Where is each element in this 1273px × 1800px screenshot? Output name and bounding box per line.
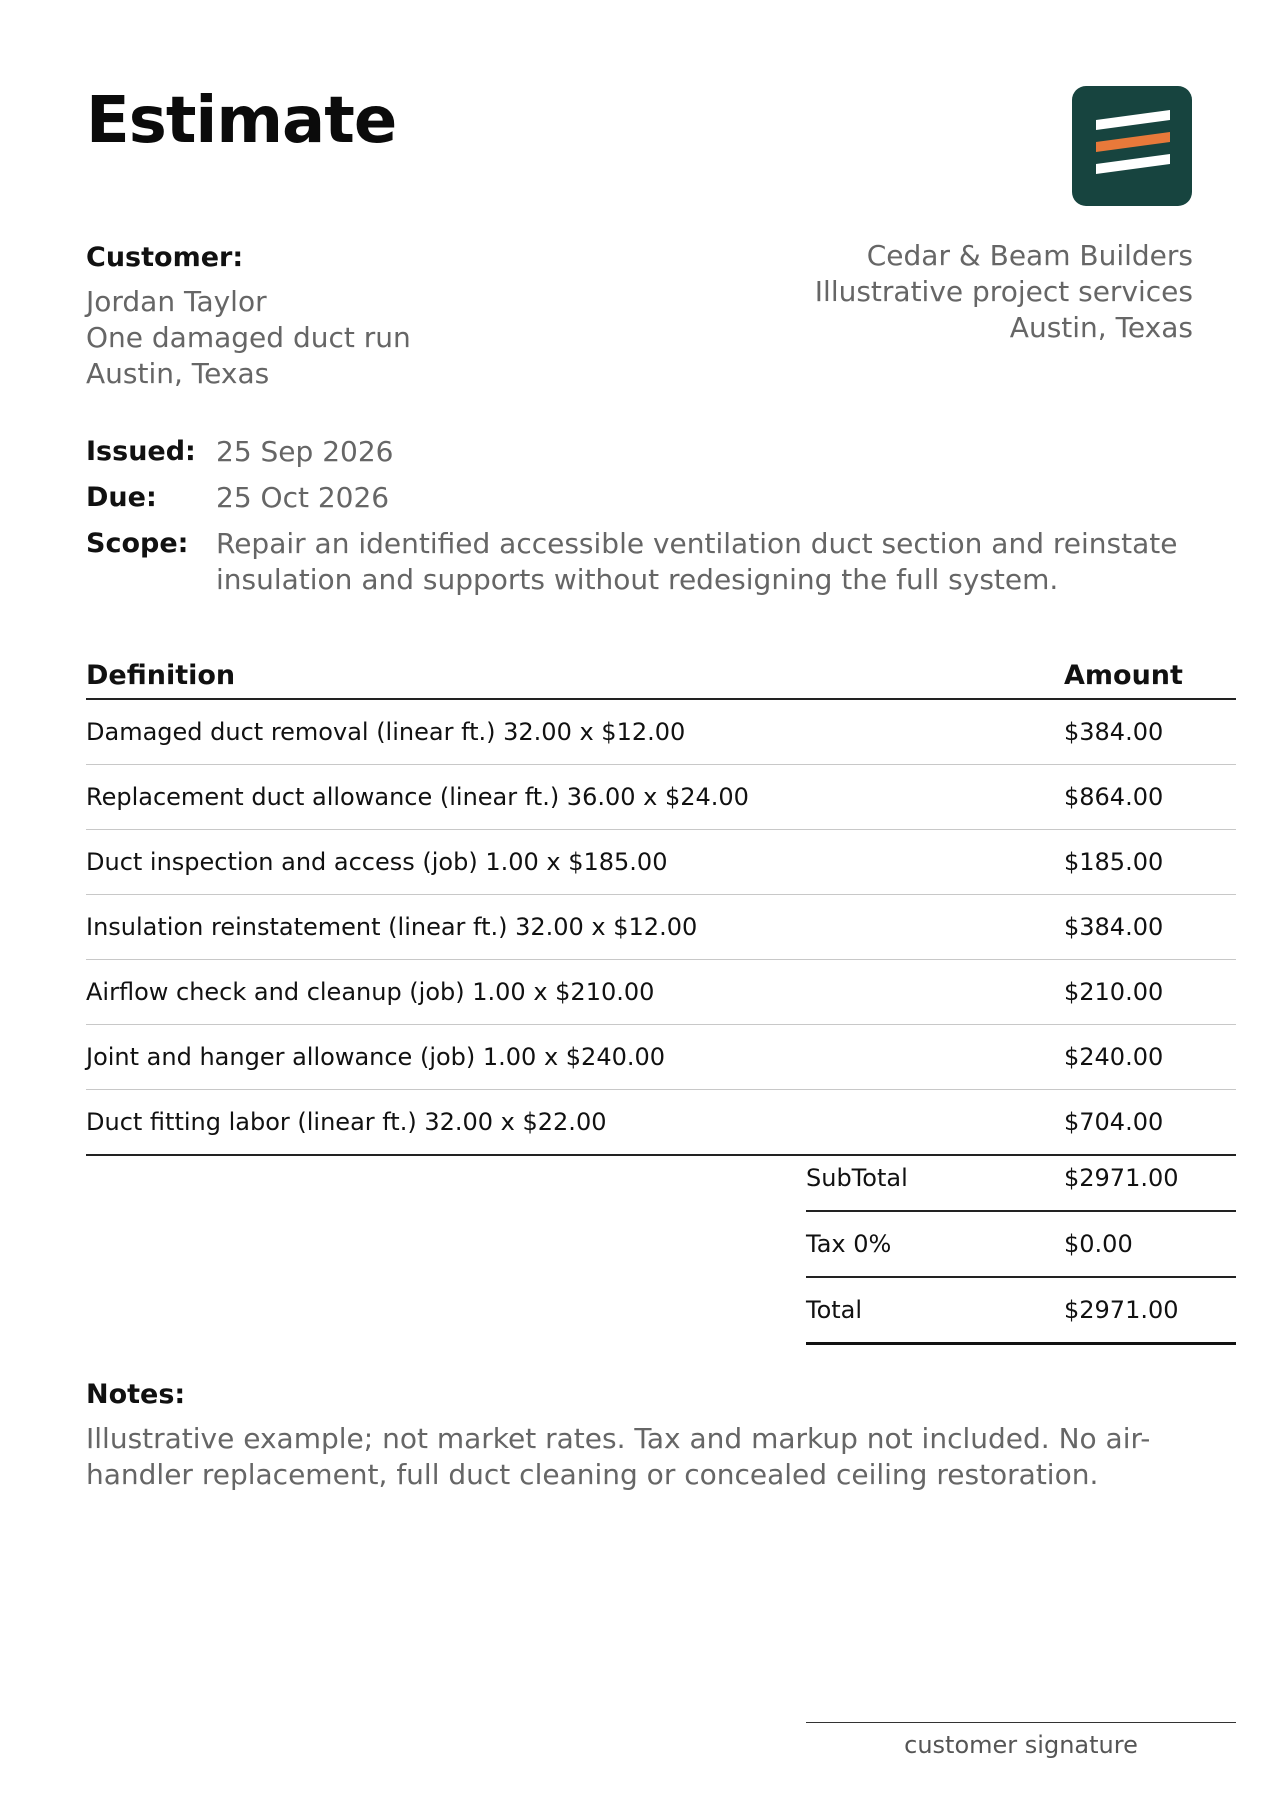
item-amount: $384.00: [1064, 718, 1164, 746]
item-amount: $704.00: [1064, 1108, 1164, 1136]
tax-value: $0.00: [1064, 1230, 1133, 1258]
definition-header: Definition: [86, 659, 236, 691]
total-label: Total: [806, 1296, 863, 1324]
company-location: Austin, Texas: [1009, 311, 1193, 344]
notes-text: Illustrative example; not market rates. Tax and markup not included. No air-handler replacement, full duct cleaning or concealed ceiling restoration.: [86, 1422, 1151, 1491]
stacked-planks-logo-icon: [1072, 86, 1192, 206]
due-row: [86, 480, 1196, 516]
scope-row: [86, 526, 1196, 598]
table-body: [86, 700, 1236, 1156]
table-row: [86, 895, 1236, 960]
table-row: [86, 830, 1236, 895]
customer-name: Jordan Taylor: [86, 285, 267, 318]
table-row: [86, 765, 1236, 830]
signature-label: customer signature: [904, 1731, 1138, 1759]
table-row: [86, 1025, 1236, 1090]
item-amount: $240.00: [1064, 1043, 1164, 1071]
total-row: [806, 1278, 1236, 1345]
issued-label: Issued:: [86, 436, 196, 467]
item-definition: Insulation reinstatement (linear ft.) 32.00 x $12.00: [86, 913, 698, 941]
item-definition: Airflow check and cleanup (job) 1.00 x $210.00: [86, 978, 655, 1006]
table-row: [86, 700, 1236, 765]
scope-label: Scope:: [86, 528, 189, 559]
line-items-table: [86, 652, 1236, 1156]
notes-block: [86, 1375, 1246, 1493]
totals-block: [806, 1146, 1236, 1345]
amount-header: Amount: [1064, 659, 1183, 691]
subtotal-row: [806, 1146, 1236, 1212]
due-label: Due:: [86, 482, 157, 513]
tax-row: [806, 1212, 1236, 1278]
estimate-meta: [86, 434, 1196, 608]
page-title: Estimate: [86, 84, 397, 158]
total-value: $2971.00: [1064, 1296, 1179, 1324]
item-amount: $185.00: [1064, 848, 1164, 876]
item-amount: $864.00: [1064, 783, 1164, 811]
company-block: [815, 238, 1193, 346]
table-header: [86, 652, 1236, 700]
issued-date: 25 Sep 2026: [216, 435, 394, 468]
issued-row: [86, 434, 1196, 470]
due-date: 25 Oct 2026: [216, 481, 390, 514]
customer-block: [86, 238, 411, 392]
customer-label: Customer:: [86, 242, 244, 273]
item-definition: Replacement duct allowance (linear ft.) 36.00 x $24.00: [86, 783, 749, 811]
table-row: [86, 960, 1236, 1025]
item-definition: Duct inspection and access (job) 1.00 x $185.00: [86, 848, 668, 876]
subtotal-label: SubTotal: [806, 1164, 908, 1192]
company-logo: [1072, 86, 1192, 206]
item-amount: $384.00: [1064, 913, 1164, 941]
item-definition: Joint and hanger allowance (job) 1.00 x $240.00: [86, 1043, 666, 1071]
company-name: Cedar & Beam Builders: [866, 239, 1193, 272]
item-amount: $210.00: [1064, 978, 1164, 1006]
scope-text: Repair an identified accessible ventilation duct section and reinstate insulation and supports without redesigning the full system.: [216, 527, 1178, 596]
company-tagline: Illustrative project services: [814, 275, 1193, 308]
tax-label: Tax 0%: [806, 1230, 892, 1258]
signature-line: [806, 1722, 1236, 1759]
item-definition: Damaged duct removal (linear ft.) 32.00 x $12.00: [86, 718, 686, 746]
subtotal-value: $2971.00: [1064, 1164, 1179, 1192]
customer-location: Austin, Texas: [86, 357, 270, 390]
item-definition: Duct fitting labor (linear ft.) 32.00 x $22.00: [86, 1108, 607, 1136]
customer-project: One damaged duct run: [86, 321, 411, 354]
notes-label: Notes:: [86, 1379, 186, 1410]
